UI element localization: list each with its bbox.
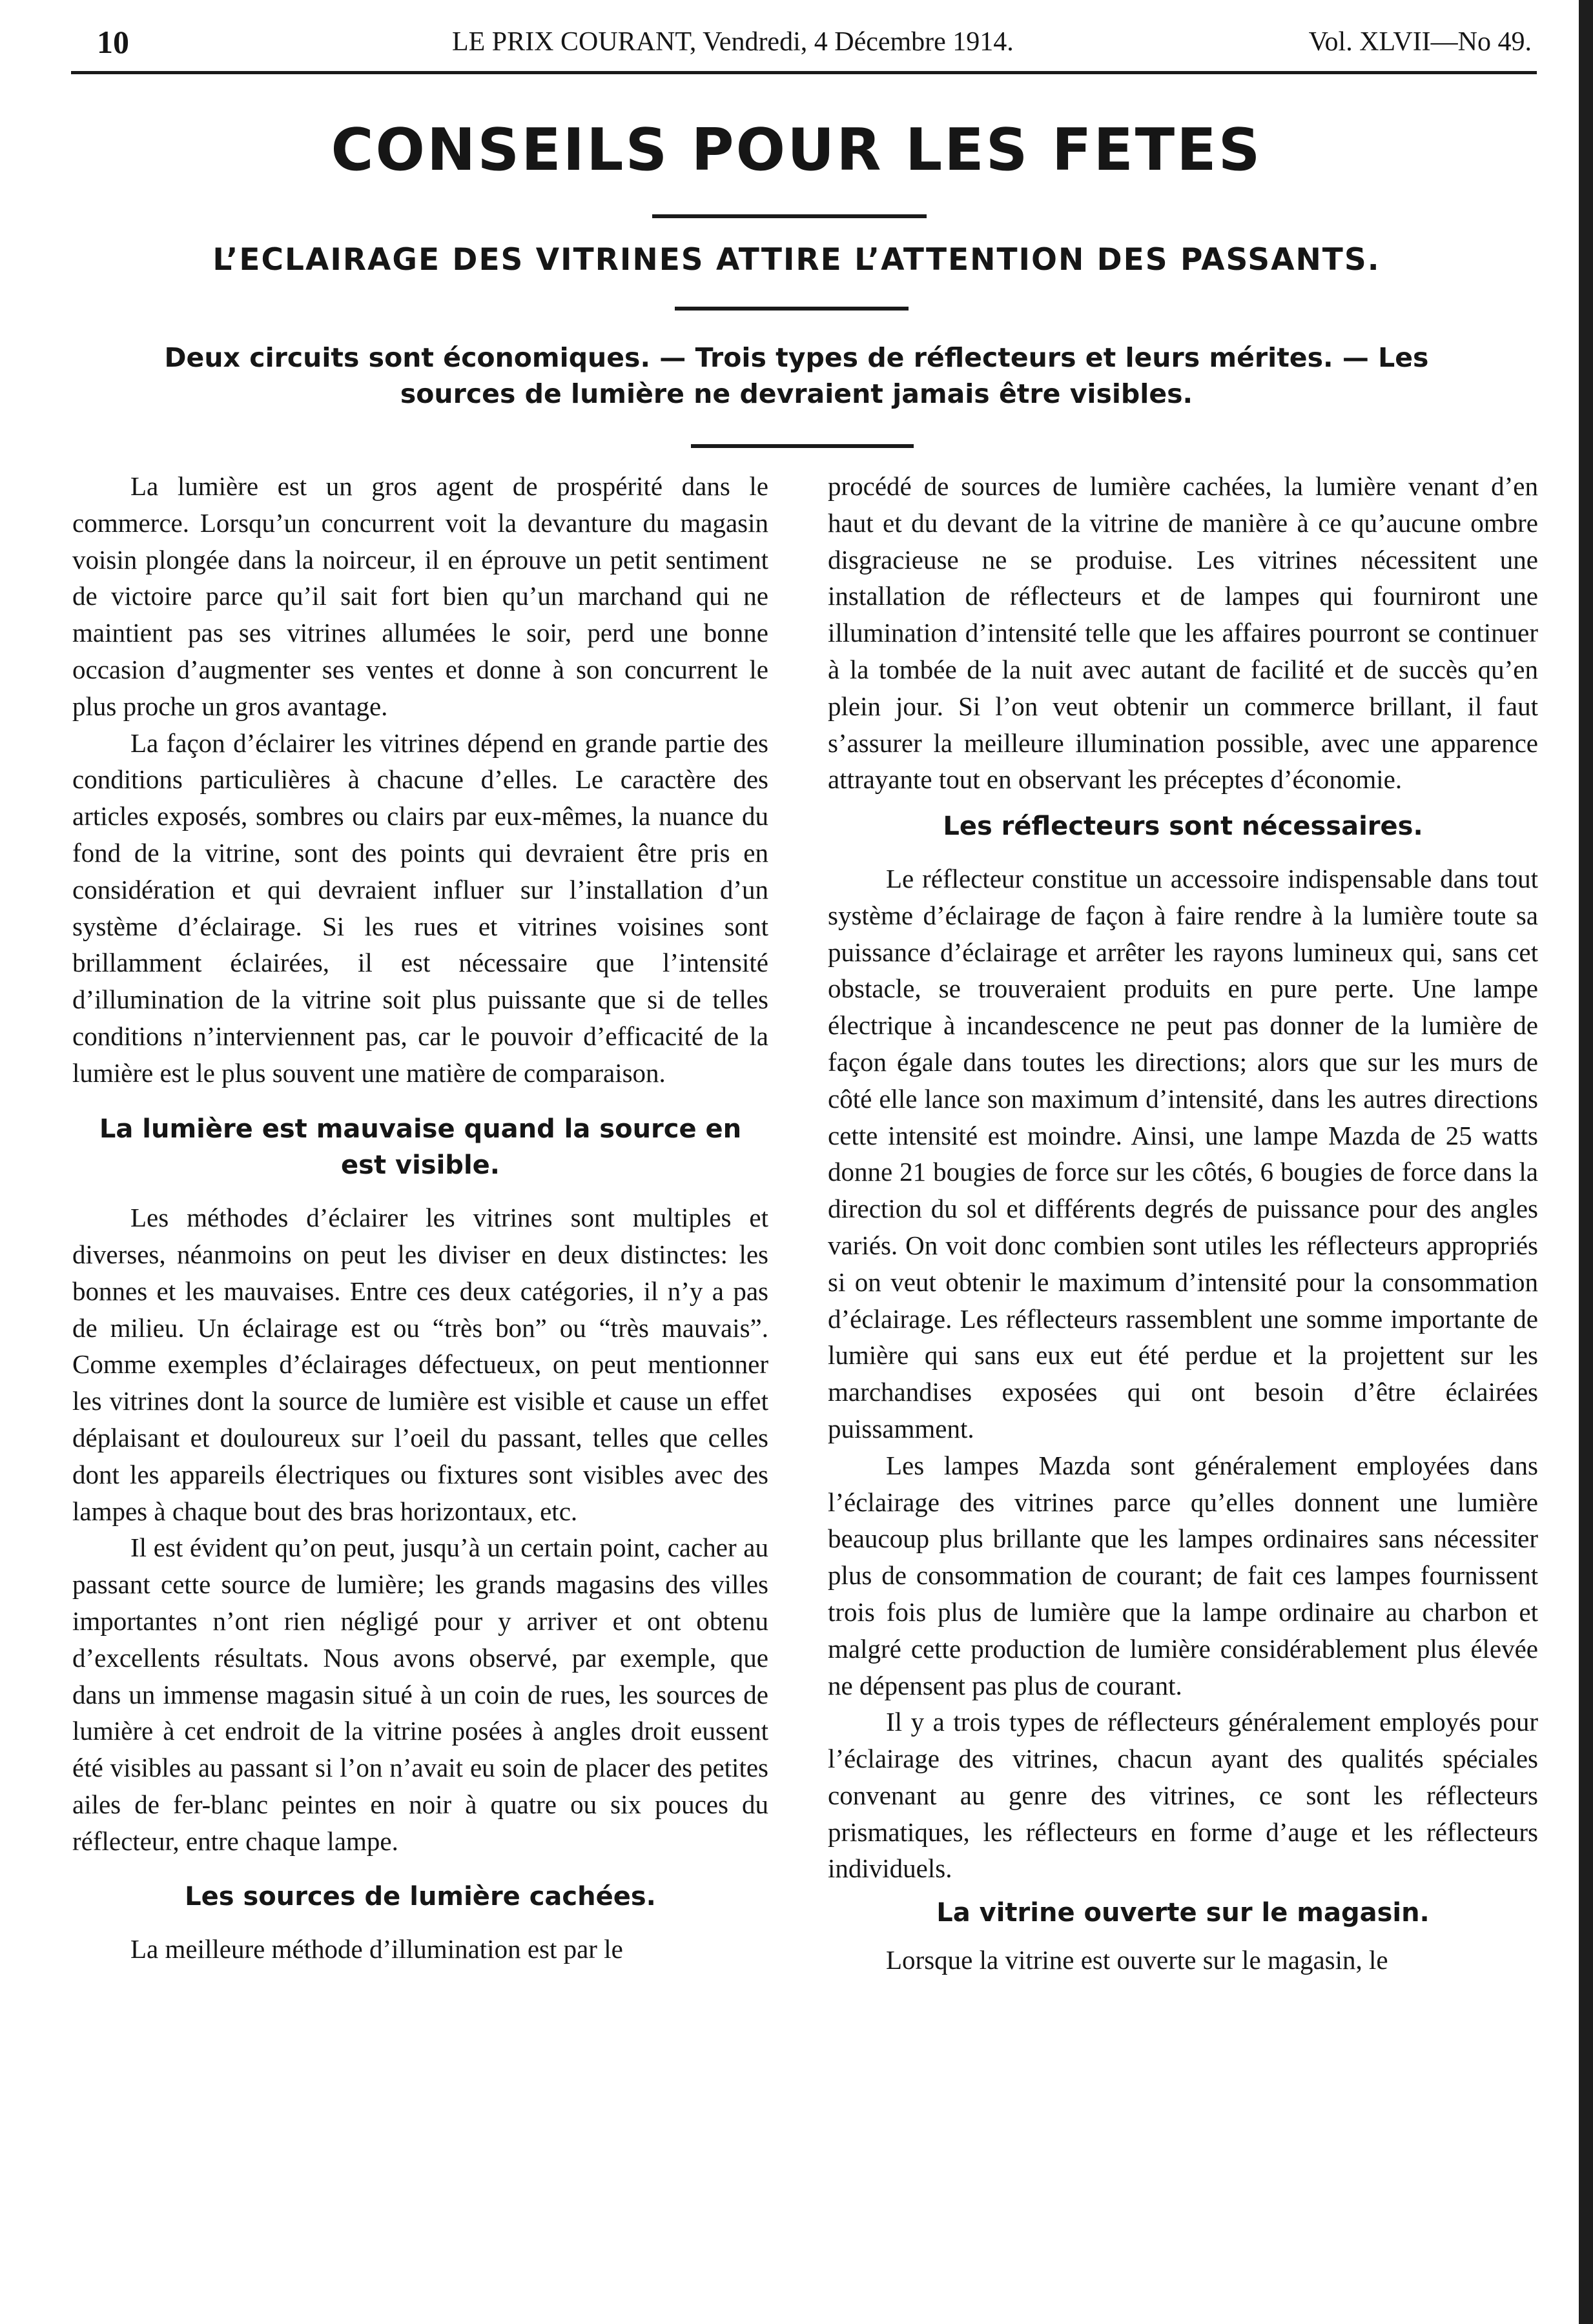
paragraph: Le réflecteur constitue un accessoire indispensable dans tout système d’éclairage de façon à faire rendre à la lumière toute sa puissance d’éclairage et arrêter les rayons lumineux qui, sans cet obstacle, se trouveraient produits en pure perte. Une lampe électrique à incandescence ne peut pas donner de la lumière de façon égale dans toutes les directions; alors que sur les murs de côté elle lance son maximum d’intensité, dans les autres directions cette intensité est moindre. Ainsi, une lampe Mazda de 25 watts donne 21 bougies de force sur les côtés, 6 bougies de force dans la direction du sol et différents degrés de puissance pour des angles variés. On voit donc combien sont utiles les réflecteurs appropriés si on veut obtenir le maximum d’intensité pour la consommation d’éclairage. Les réflecteurs rassemblent une somme importante de lumière qui sans eux eut été perdue et la projettent sur les marchandises exposées qui ont besoin d’être éclairées puissamment. [828,863,1538,1443]
scan-edge-shadow [1579,0,1593,2324]
paragraph: La meilleure méthode d’illumination est par le [130,1934,623,1964]
paragraph: Lorsque la vitrine est ouverte sur le magasin, le [886,1945,1388,1975]
volume-number: Vol. XLVII—No 49. [1308,27,1532,57]
article-subtitle: L’ECLAIRAGE DES VITRINES ATTIRE L’ATTENTION DES PASSANTS. [212,242,1381,278]
section-heading: La lumière est mauvaise quand la source en est visible. [99,1114,742,1181]
paragraph: La lumière est un gros agent de prospérité dans le commerce. Lorsqu’un concurrent voit la devanture du magasin voisin plongée dans la noirceur, il en éprouve un petit sentiment de victoire parce qu’il sait fort bien qu’un marchand qui ne maintient pas ses vitrines allumées le soir, perd une bonne occasion d’augmenter ses ventes et donne à son concurrent le plus proche un gros avantage. [72,471,768,721]
article-deck: Deux circuits sont économiques. — Trois types de réflecteurs et leurs mérites. — Les sources de lumière ne devraient jamais être visibles. [164,342,1429,409]
right-column [828,468,1538,1979]
paragraph: Les lampes Mazda sont généralement employées dans l’éclairage des vitrines parce qu’elles donnent une lumière beaucoup plus brillante que les lampes ordinaires sans nécessiter plus de consommation de courant; de fait ces lampes fournissent trois fois plus de lumière que la lampe ordinaire au charbon et malgré cette production de lumière considérablement plus élevée ne dépensent pas plus de courant. [828,1450,1538,1700]
subtitle-rule [675,307,909,311]
paragraph: Il est évident qu’on peut, jusqu’à un certain point, cacher au passant cette source de lumière; les grands magasins des villes importantes n’ont rien négligé pour y arriver et ont obtenu d’excellents résultats. Nous avons observé, par exemple, que dans un immense magasin situé à un coin de rues, les sources de lumière à cet endroit de la vitrine posées à angles droit eussent été visibles au passant si l’on n’avait eu soin de placer des petites ailes de fer-blanc peintes en noir à quatre ou six pouces du réflecteur, entre chaque lampe. [72,1533,768,1856]
running-header: LE PRIX COURANT, Vendredi, 4 Décembre 1914. [452,27,1014,57]
page-number: 10 [97,24,129,60]
deck-rule [691,444,914,448]
section-heading: Les sources de lumière cachées. [185,1882,656,1912]
article-title: CONSEILS POUR LES FETES [331,116,1262,184]
header-rule [71,71,1537,74]
paragraph: La façon d’éclairer les vitrines dépend en grande partie des conditions particulières à chacune d’elles. Le caractère des articles exposés, sombres ou clairs par eux-mêmes, la nuance du fond de la vitrine, sont des points qui devraient être pris en considération et qui devraient influer sur l’installation d’un système d’éclairage. Si les rues et vitrines voisines sont brillamment éclairées, il est nécessaire que l’intensité d’illumination de la vitrine soit plus puissante que si de telles conditions n’interviennent pas, car le pouvoir d’efficacité de la lumière est le plus souvent une matière de comparaison. [72,728,768,1088]
left-column [72,468,768,1968]
section-heading: Les réflecteurs sont nécessaires. [943,811,1423,842]
section-heading: La vitrine ouverte sur le magasin. [936,1898,1430,1928]
title-rule [652,214,927,218]
paragraph: Il y a trois types de réflecteurs généralement employés pour l’éclairage des vitrines, chacun ayant des qualités spéciales convenant au genre des vitrines, ce sont les réflecteurs prismatiques, les réflecteurs en forme d’auge et les réflecteurs individuels. [828,1707,1538,1884]
paragraph: Les méthodes d’éclairer les vitrines sont multiples et diverses, néanmoins on peut les diviser en deux distinctes: les bonnes et les mauvaises. Entre ces deux catégories, il n’y a pas de milieu. Un éclairage est ou “très bon” ou “très mauvais”. Comme exemples d’éclairages défectueux, on peut mentionner les vitrines dont la source de lumière est visible et cause un effet déplaisant et douloureux sur l’oeil du passant, telles que celles dont les appareils électriques ou fixtures sont visibles avec des lampes à chaque bout des bras horizontaux, etc. [72,1203,768,1526]
paragraph: procédé de sources de lumière cachées, la lumière venant d’en haut et du devant de la vitrine de manière à ce qu’aucune ombre disgracieuse ne se produise. Les vitrines nécessitent une installation de réflecteurs et de lampes qui fourniront une illumination d’intensité telle que les affaires pourront se continuer à la tombée de la nuit avec autant de facilité et de succès qu’en plein jour. Si l’on veut obtenir un commerce brillant, il faut s’assurer la meilleure illumination possible, avec une apparence attrayante tout en observant les préceptes d’économie. [828,471,1538,795]
